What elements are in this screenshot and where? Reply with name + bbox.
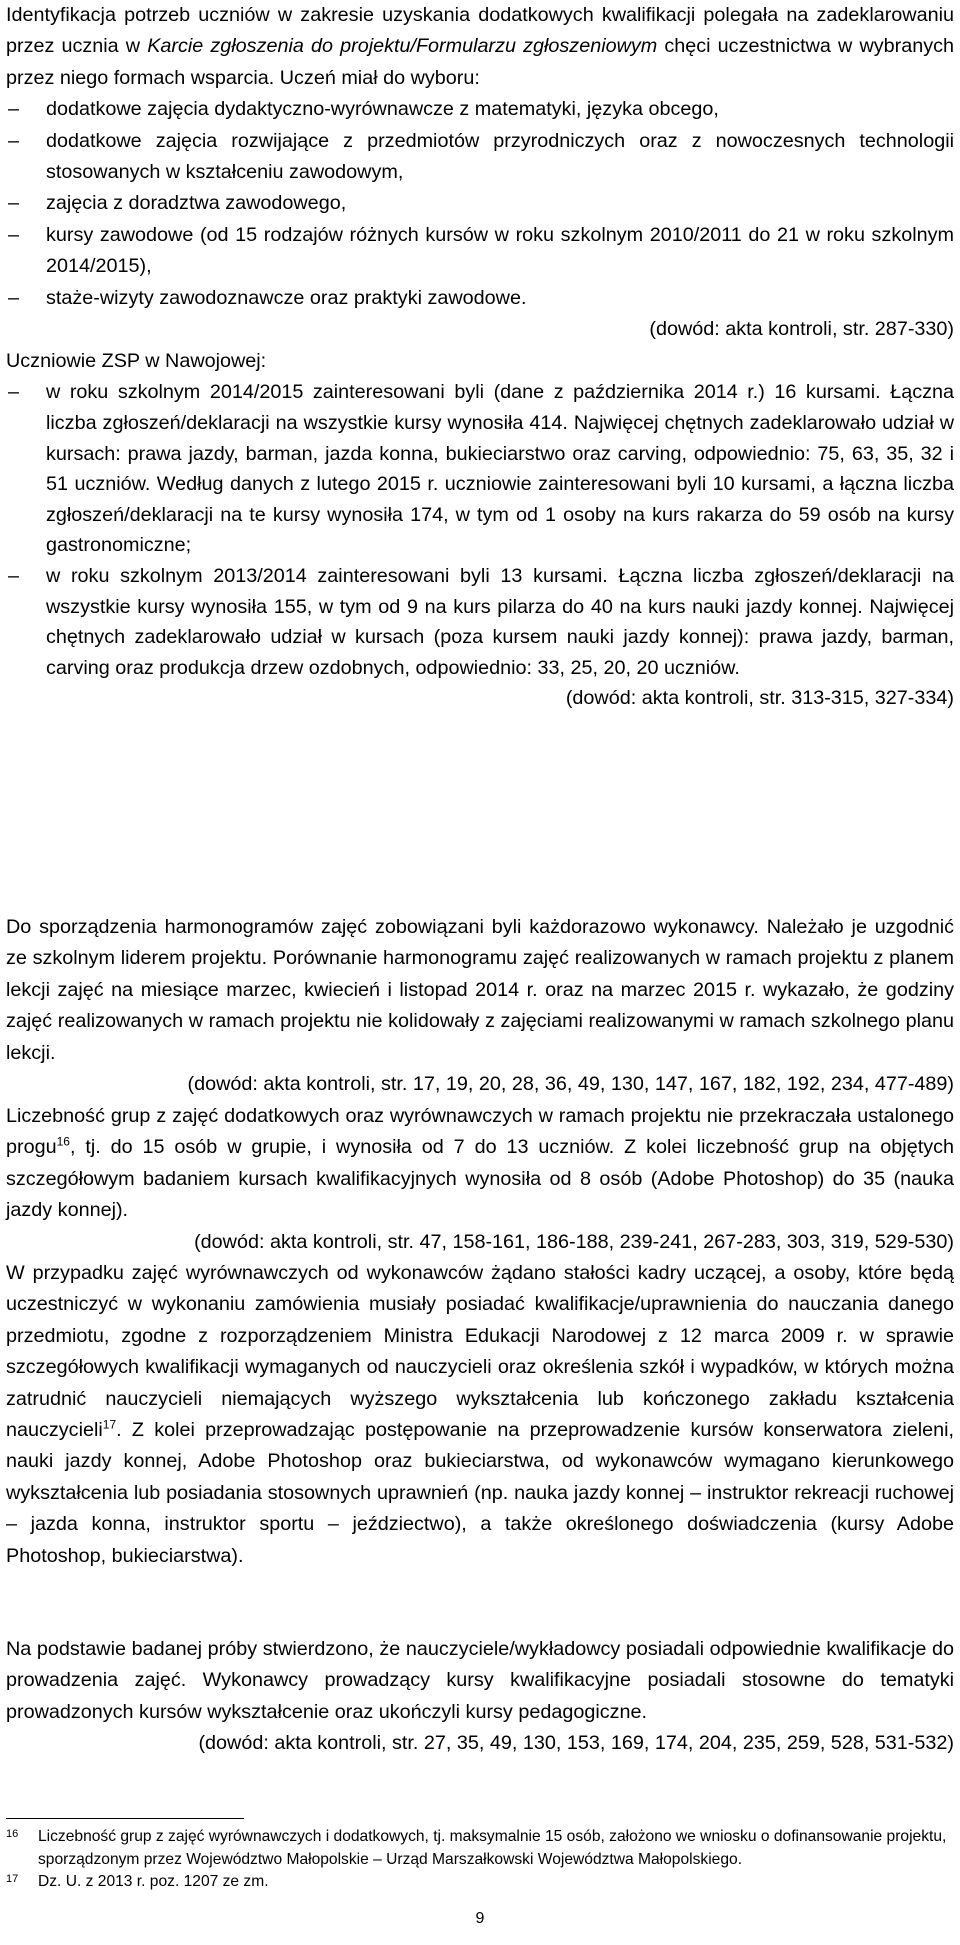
groups-section bbox=[6, 1101, 954, 1258]
footnotes bbox=[6, 1826, 954, 1894]
footnote-ref: 16 bbox=[56, 1134, 70, 1149]
evidence-reference: (dowód: akta kontroli, str. 47, 158-161, 186-188, 239-241, 267-283, 303, 319, 529-530) bbox=[194, 1230, 954, 1253]
evidence-reference: (dowód: akta kontroli, str. 313-315, 327-334) bbox=[565, 687, 954, 710]
page-number: 9 bbox=[475, 1910, 485, 1927]
choices-list bbox=[6, 94, 954, 314]
groups-paragraph: Liczebność grup z zajęć dodatkowych oraz wyrównawczych w ramach projektu nie przekraczała ustalonego progu$^{16}$, tj. do 15 osób w grupie, i wynosiła od 7 do 13 uczniów. Z kolei liczebność grup na objętych szczegółowym badaniem kursach kwalifikacyjnych wynosiła od 8 osób (Adobe Photoshop) do 35 (nauka jazdy konnej). bbox=[6, 1105, 954, 1222]
list-item: – w roku szkolnym 2014/2015 zainteresowani byli (dane z października 2014 r.) 16 kursami. Łączna liczba zgłoszeń/deklaracji na wszystkie kursy wynosiła 414. Najwięcej chętnych zadeklarowało udział w kursach: prawa jazdy, barman, jazda konna, bukieciarstwo oraz carving, odpowiednio: 75, 63, 35, 32 i 51 uczniów. Według danych z lutego 2015 r. uczniowie zainteresowani byli 10 kursami, a łączna liczba zgłoszeń/deklaracji na te kursy wynosiła 174, w tym od 1 osoby na kurs rakarza do 59 osób na kursy gastronomiczne; bbox=[8, 381, 954, 557]
form-name: Karcie zgłoszenia do projektu/Formularzu zgłoszeniowym bbox=[147, 35, 658, 58]
list-item: – kursy zawodowe (od 15 rodzajów różnych kursów w roku szkolnym 2010/2011 do 21 w roku szkolnym 2014/2015), bbox=[8, 223, 954, 278]
list-item: – dodatkowe zajęcia dydaktyczno-wyrównawcze z matematyki, języka obcego, bbox=[8, 98, 719, 121]
footnote: 17 Dz. U. z 2013 r. poz. 1207 ze zm. bbox=[6, 1873, 269, 1890]
evidence-reference: (dowód: akta kontroli, str. 287-330) bbox=[649, 318, 954, 341]
intro-text: Identyfikacja potrzeb uczniów w zakresie uzyskania dodatkowych kwalifikacji polegała na zadeklarowaniu przez ucznia w bbox=[6, 4, 954, 58]
list-item: – zajęcia z doradztwa zawodowego, bbox=[8, 192, 347, 215]
schedules-paragraph: Do sporządzenia harmonogramów zajęć zobowiązani byli każdorazowo wykonawcy. Należało je uzgodnić ze szkolnym liderem projektu. Porównanie harmonogramu zajęć realizowanych w ramach projektu z planem lekcji zajęć na miesiące marzec, kwiecień i listopad 2014 r. oraz na marzec 2015 r. wykazało, że godziny zajęć realizowanych w ramach projektu nie kolidowały z zajęciami realizowanymi w ramach szkolnego planu lekcji. bbox=[6, 916, 954, 1064]
intro-section bbox=[6, 0, 954, 345]
zsp-section bbox=[6, 346, 954, 715]
list-item: – dodatkowe zajęcia rozwijające z przedmiotów przyrodniczych oraz z nowoczesnych technologii stosowanych w kształceniu zawodowym, bbox=[8, 129, 954, 184]
intro-paragraph bbox=[6, 0, 954, 94]
list-item: – w roku szkolnym 2013/2014 zainteresowani byli 13 kursami. Łączna liczba zgłoszeń/deklaracji na wszystkie kursy wynosiła 155, w tym od 9 na kurs pilarza do 40 na kurs nauki jazdy konnej. Najwięcej chętnych zadeklarowało udział w kursach (poza kursem nauki jazdy konnej): prawa jazdy, barman, carving oraz produkcja drzew ozdobnych, odpowiednio: 33, 25, 20, 20 uczniów. bbox=[8, 564, 954, 679]
list-item: – staże-wizyty zawodoznawcze oraz praktyki zawodowe. bbox=[8, 286, 527, 309]
section-heading: Uczniowie ZSP w Nawojowej: bbox=[6, 350, 267, 372]
sample-paragraph: Na podstawie badanej próby stwierdzono, że nauczyciele/wykładowcy posiadali odpowiednie kwalifikacje do prowadzenia zajęć. Wykonawcy prowadzący kursy kwalifikacyjne posiadali stosowne do tematyki prowadzonych kursów wykształcenie oraz ukończyli kursy pedagogiczne. bbox=[6, 1638, 954, 1723]
footnote-separator bbox=[6, 1818, 244, 1819]
evidence-reference: (dowód: akta kontroli, str. 17, 19, 20, 28, 36, 49, 130, 147, 167, 182, 192, 234, 477-489) bbox=[187, 1073, 954, 1096]
staff-section bbox=[6, 1258, 954, 1572]
footnote: 16 Liczebność grup z zajęć wyrównawczych i dodatkowych, tj. maksymalnie 15 osób, założono we wniosku o dofinansowanie projektu, sporządzonym przez Województwo Małopolskie – Urząd Marszałkowski Województwa Małopolskiego. bbox=[6, 1828, 947, 1868]
evidence-reference: (dowód: akta kontroli, str. 27, 35, 49, 130, 153, 169, 174, 204, 235, 259, 528, 531-532) bbox=[198, 1732, 954, 1755]
intro-text-end: chęci uczestnictwa w wybranych przez niego formach wsparcia. Uczeń miał do wyboru: bbox=[6, 35, 954, 89]
footnote-ref: 17 bbox=[102, 1417, 117, 1432]
staff-paragraph: W przypadku zajęć wyrównawczych od wykonawców żądano stałości kadry uczącej, a osoby, które będą uczestniczyć w wykonaniu zamówienia musiały posiadać kwalifikacje/uprawnienia do nauczania danego przedmiotu, zgodne z rozporządzeniem Ministra Edukacji Narodowej z 12 marca 2009 r. w sprawie szczegółowych kwalifikacji wymaganych od nauczycieli oraz określenia szkół i wypadków, w których można zatrudnić nauczycieli niemających wyższego wykształcenia lub kończonego zakładu kształcenia nauczycieli$^{17}$. Z kolei przeprowadzając postępowanie na przeprowadzenie kursów konserwatora zieleni, nauki jazdy konnej, Adobe Photoshop oraz bukieciarstwa, od wykonawców wymagano kierunkowego wykształcenia lub posiadania stosownych uprawnień (np. nauka jazdy konnej – instruktor rekreacji ruchowej – jazda konna, instruktor sportu – jeździectwo), a także określonego doświadczenia (kursy Adobe Photoshop, bukieciarstwa). bbox=[6, 1262, 954, 1567]
sample-section bbox=[6, 1634, 954, 1760]
zsp-list bbox=[6, 377, 954, 683]
schedules-section bbox=[6, 912, 954, 1100]
